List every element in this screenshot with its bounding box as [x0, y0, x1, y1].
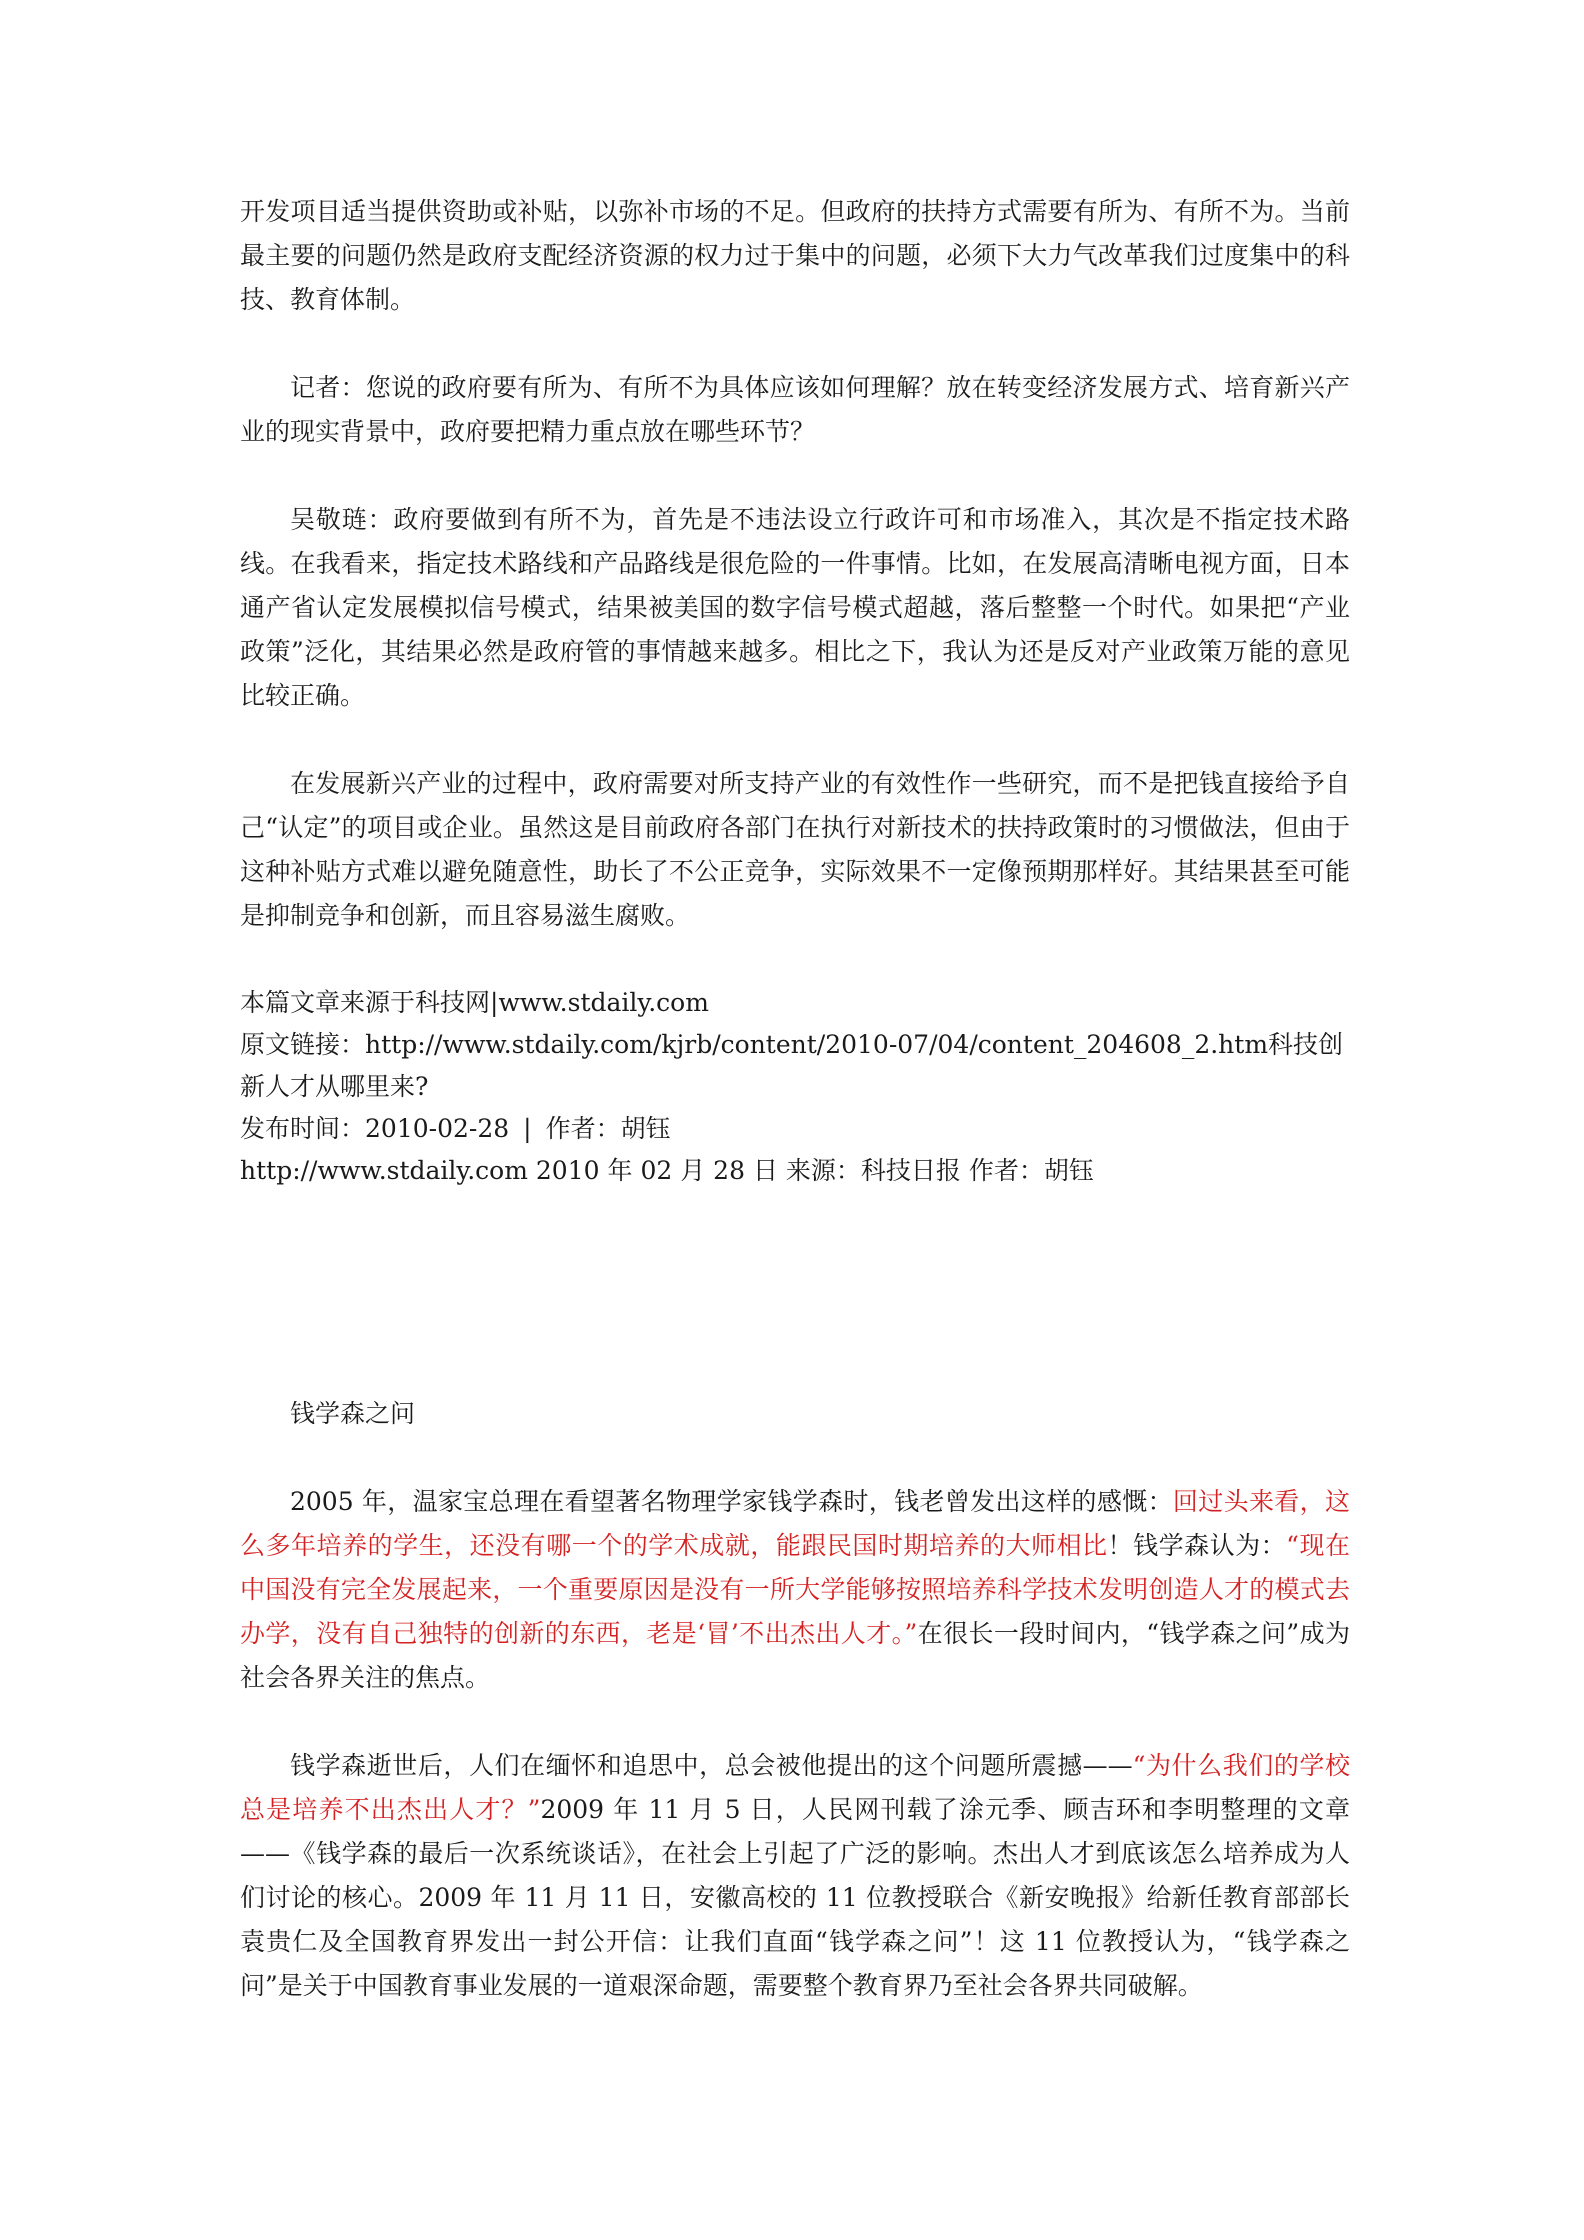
qian-closing-text: 在很长一段时间内，“钱学森之问”成为社会各界关注的焦点。 [240, 1619, 1350, 1692]
meta-date-line [240, 1108, 1350, 1150]
author-value: 胡钰 [620, 1114, 671, 1143]
after-death-intro: 钱学森逝世后，人们在缅怀和追思中，总会被他提出的这个问题所震撼—— [290, 1751, 1133, 1780]
paragraph-after-death [240, 1744, 1350, 2008]
qian-intro-text: 2005 年，温家宝总理在看望著名物理学家钱学森时，钱老曾发出这样的感慨： [290, 1487, 1173, 1516]
link-label: 原文链接： [240, 1030, 366, 1059]
meta-footer-line [240, 1150, 1350, 1192]
document-page [240, 190, 1350, 2008]
footer-source-label: 来源： [785, 1156, 861, 1185]
link-url[interactable]: http://www.stdaily.com/kjrb/content/2010-07/04/content_204608_2.htm [365, 1030, 1269, 1059]
footer-source-value: 科技日报 [860, 1156, 961, 1185]
source-value[interactable]: 科技网|www.stdaily.com [415, 988, 709, 1017]
footer-day: 28 [713, 1156, 745, 1185]
footer-year: 2010 [535, 1156, 600, 1185]
qian-quote-red-2: “现在中国没有完全发展起来，一个重要原因是没有一所大学能够按照培养科学技术发明创造人才的模式去办学，没有自己独特的创新的东西，老是‘冒’不出杰出人才。” [240, 1531, 1350, 1648]
footer-url[interactable]: http://www.stdaily.com [240, 1156, 528, 1185]
date-label: 发布时间： [240, 1114, 366, 1143]
paragraph-qian-question [240, 1480, 1350, 1700]
qian-quote-red-1: 回过头来看，这么多年培养的学生，还没有哪一个的学术成就，能跟民国时期培养的大师相比 [240, 1487, 1350, 1560]
footer-author-label: 作者： [968, 1156, 1044, 1185]
meta-link-line [240, 1024, 1350, 1108]
paragraph-intro: 开发项目适当提供资助或补贴，以弥补市场的不足。但政府的扶持方式需要有所为、有所不为。当前最主要的问题仍然是政府支配经济资源的权力过于集中的问题，必须下大力气改革我们过度集中的科技、教育体制。 [240, 197, 1350, 314]
meta-source-line [240, 982, 1350, 1024]
author-label: 作者： [545, 1114, 621, 1143]
footer-year-unit: 年 [607, 1156, 633, 1185]
footer-author-value: 胡钰 [1043, 1156, 1094, 1185]
date-value: 2010-02-28 [365, 1114, 510, 1143]
section-heading: 钱学森之问 [290, 1399, 416, 1428]
after-death-body: 2009 年 11 月 5 日，人民网刊载了涂元季、顾吉环和李明整理的文章——《钱学森的最后一次系统谈话》，在社会上引起了广泛的影响。杰出人才到底该怎么培养成为人们讨论的核心。2009 年 11 月 11 日，安徽高校的 11 位教授联合《新安晚报》给新任教育部部长袁贵仁及全国教育界发出一封公开信：让我们直面“钱学森之问”！这 11 位教授认为，“钱学森之问”是关于中国教育事业发展的一道艰深命题，需要整个教育界乃至社会各界共同破解。 [240, 1795, 1350, 2000]
link-title: 科技创新人才从哪里来? [240, 1030, 1344, 1101]
footer-day-unit: 日 [752, 1156, 778, 1185]
footer-month-unit: 月 [680, 1156, 706, 1185]
paragraph-emerging-industry: 在发展新兴产业的过程中，政府需要对所支持产业的有效性作一些研究，而不是把钱直接给予自己“认定”的项目或企业。虽然这是目前政府各部门在执行对新技术的扶持政策时的习惯做法，但由于这种补贴方式难以避免随意性，助长了不公正竞争，实际效果不一定像预期那样好。其结果甚至可能是抑制竞争和创新，而且容易滋生腐败。 [240, 769, 1350, 930]
meta-divider: | [523, 1114, 532, 1143]
paragraph-reporter-question: 记者：您说的政府要有所为、有所不为具体应该如何理解？放在转变经济发展方式、培育新兴产业的现实背景中，政府要把精力重点放在哪些环节？ [240, 373, 1350, 446]
source-label: 本篇文章来源于 [240, 988, 416, 1017]
footer-month: 02 [640, 1156, 673, 1185]
qian-middle-text: ！钱学森认为： [1107, 1531, 1287, 1560]
paragraph-wu-answer: 吴敬琏：政府要做到有所不为，首先是不违法设立行政许可和市场准入，其次是不指定技术路线。在我看来，指定技术路线和产品路线是很危险的一件事情。比如，在发展高清晰电视方面，日本通产省认定发展模拟信号模式，结果被美国的数字信号模式超越，落后整整一个时代。如果把“产业政策”泛化，其结果必然是政府管的事情越来越多。相比之下，我认为还是反对产业政策万能的意见比较正确。 [240, 505, 1350, 710]
article-meta [240, 982, 1350, 1192]
after-death-quote-red: “为什么我们的学校总是培养不出杰出人才？” [240, 1751, 1350, 1824]
